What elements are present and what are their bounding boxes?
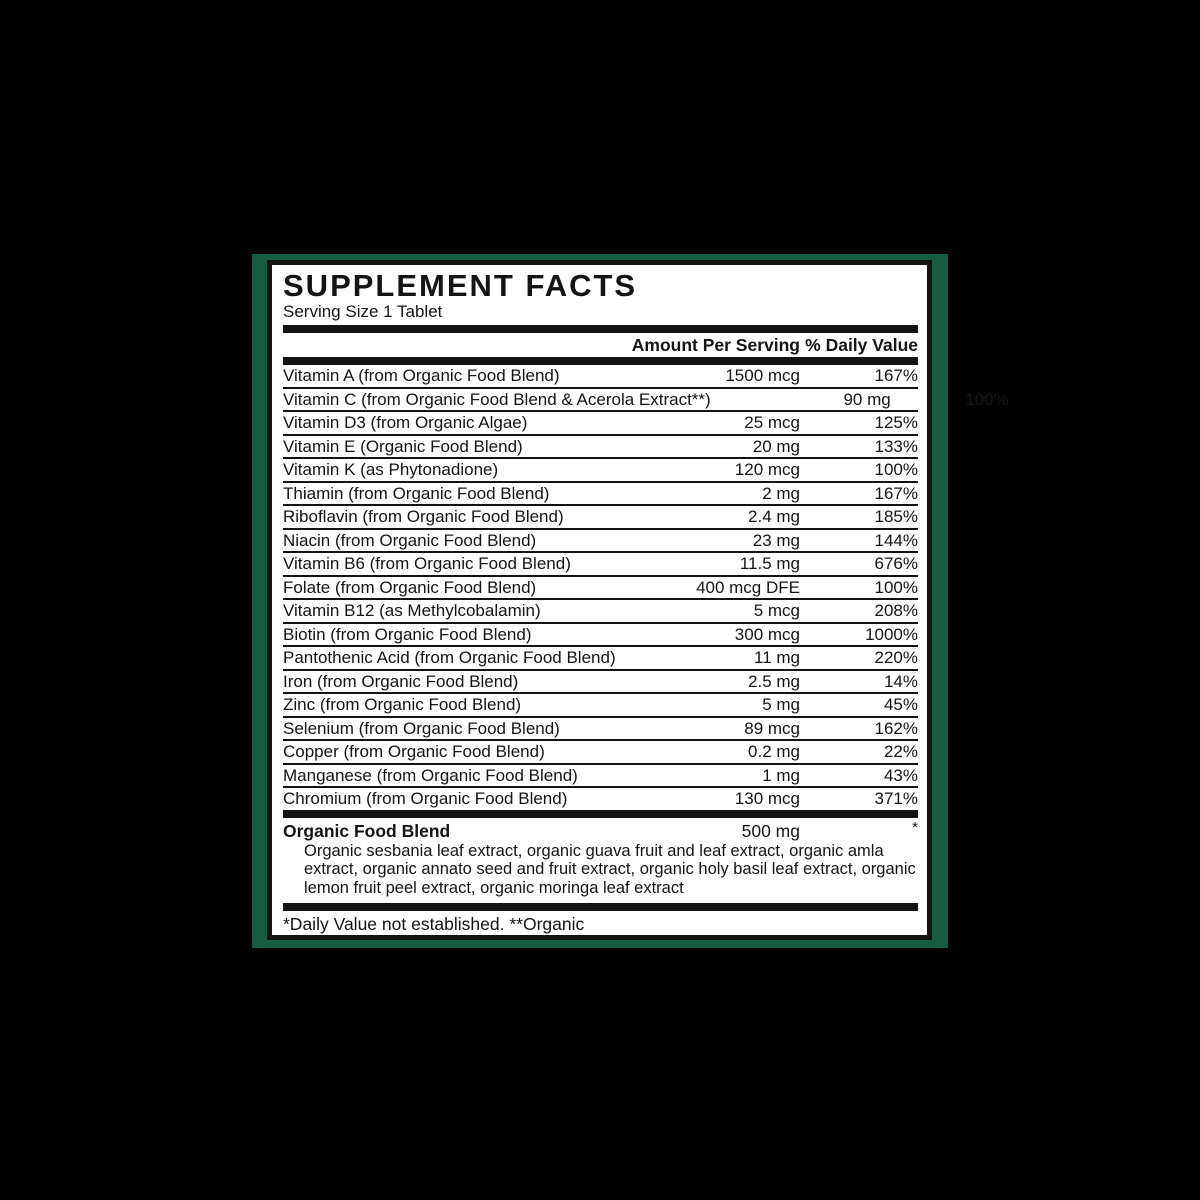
nutrient-amount: 0.2 mg	[748, 742, 800, 761]
nutrient-name: Riboflavin (from Organic Food Blend)	[283, 507, 564, 526]
divider-bar-thick	[283, 325, 918, 333]
column-header-amount: Amount Per Serving	[631, 335, 800, 355]
nutrient-daily-value: 144%	[874, 530, 918, 550]
nutrient-name: Copper (from Organic Food Blend)	[283, 742, 545, 761]
nutrient-row	[283, 481, 918, 505]
nutrient-daily-value: 43%	[883, 765, 918, 785]
nutrient-row	[283, 434, 918, 458]
nutrient-daily-value: 185%	[874, 507, 918, 526]
nutrient-name: Vitamin K (as Phytonadione)	[283, 460, 499, 479]
nutrient-amount: 2.5 mg	[748, 671, 800, 691]
nutrient-row	[283, 365, 918, 387]
nutrient-name: Vitamin D3 (from Organic Algae)	[283, 413, 528, 432]
nutrient-daily-value: 45%	[883, 695, 918, 714]
nutrient-daily-value: 125%	[874, 413, 918, 432]
nutrient-daily-value: 100%	[965, 389, 1009, 409]
nutrient-row	[283, 739, 918, 763]
nutrient-name: Selenium (from Organic Food Blend)	[283, 718, 560, 738]
nutrient-name: Pantothenic Acid (from Organic Food Blend)	[283, 648, 616, 667]
nutrient-daily-value: 162%	[874, 718, 918, 738]
nutrient-row	[283, 387, 1009, 411]
nutrient-row	[283, 692, 918, 716]
label-green-frame	[252, 254, 1009, 948]
nutrient-row	[283, 528, 918, 552]
nutrient-name: Zinc (from Organic Food Blend)	[283, 695, 522, 714]
nutrient-daily-value: 167%	[874, 483, 918, 503]
nutrient-row	[283, 716, 918, 740]
nutrient-row	[283, 575, 918, 599]
panel-content	[272, 265, 1009, 935]
nutrient-amount: 23 mg	[752, 530, 800, 550]
nutrient-amount: 1 mg	[762, 765, 800, 785]
nutrient-row	[283, 598, 918, 622]
nutrient-name: Manganese (from Organic Food Blend)	[283, 765, 578, 785]
nutrient-amount: 25 mcg	[744, 413, 800, 432]
nutrient-amount: 90 mg	[843, 389, 891, 409]
divider-bar-thick	[283, 810, 918, 818]
nutrient-name: Chromium (from Organic Food Blend)	[283, 789, 568, 808]
nutrient-name: Vitamin A (from Organic Food Blend)	[283, 366, 560, 385]
nutrient-name: Folate (from Organic Food Blend)	[283, 577, 537, 597]
nutrient-name: Vitamin C (from Organic Food Blend & Acerola Extract**)	[283, 389, 711, 409]
nutrient-daily-value: 676%	[874, 554, 918, 573]
panel-title: SUPPLEMENT FACTS	[283, 268, 638, 303]
blend-amount: 500 mg	[741, 820, 800, 841]
nutrient-name: Thiamin (from Organic Food Blend)	[283, 483, 550, 503]
nutrient-row	[283, 645, 918, 669]
nutrient-amount: 130 mcg	[734, 789, 800, 808]
nutrient-amount: 5 mg	[762, 695, 800, 714]
nutrient-name: Vitamin B12 (as Methylcobalamin)	[283, 601, 541, 620]
nutrient-row	[283, 763, 918, 787]
daily-value-footnote: *Daily Value not established. **Organic	[283, 914, 585, 934]
nutrient-daily-value: 208%	[874, 601, 918, 620]
nutrient-daily-value: 1000%	[865, 624, 918, 644]
nutrient-amount: 89 mcg	[744, 718, 800, 738]
nutrient-daily-value: 100%	[874, 577, 918, 597]
serving-size: Serving Size 1 Tablet	[283, 302, 443, 321]
nutrient-amount: 300 mcg	[734, 624, 800, 644]
column-header-daily-value: % Daily Value	[805, 335, 918, 355]
nutrient-row	[283, 551, 918, 575]
nutrient-daily-value: 22%	[883, 742, 918, 761]
nutrient-row	[283, 457, 918, 481]
nutrient-name: Iron (from Organic Food Blend)	[283, 671, 519, 691]
nutrient-amount: 400 mcg DFE	[696, 577, 800, 597]
nutrient-amount: 1500 mcg	[725, 366, 800, 385]
nutrient-daily-value: 167%	[874, 366, 918, 385]
supplement-facts-panel	[267, 260, 1009, 940]
nutrient-name: Biotin (from Organic Food Blend)	[283, 624, 532, 644]
divider-bar-thick	[283, 357, 918, 365]
blend-name: Organic Food Blend	[283, 820, 451, 841]
nutrient-daily-value: 220%	[874, 648, 918, 667]
nutrient-row	[283, 786, 918, 810]
nutrient-amount: 5 mcg	[753, 601, 800, 620]
column-header-row	[283, 333, 918, 357]
nutrient-amount: 2.4 mg	[748, 507, 800, 526]
nutrient-daily-value: 100%	[874, 460, 918, 479]
blend-row	[283, 818, 918, 841]
nutrient-daily-value: 133%	[874, 436, 918, 456]
nutrient-row	[283, 504, 918, 528]
nutrient-amount: 11 mg	[754, 648, 800, 667]
nutrient-amount: 120 mcg	[734, 460, 800, 479]
nutrient-row	[283, 410, 918, 434]
nutrient-row	[283, 669, 918, 693]
nutrient-name: Vitamin E (Organic Food Blend)	[283, 436, 523, 456]
nutrient-name: Niacin (from Organic Food Blend)	[283, 530, 537, 550]
nutrient-rows	[283, 365, 1009, 810]
nutrient-name: Vitamin B6 (from Organic Food Blend)	[283, 554, 571, 573]
blend-description: Organic sesbania leaf extract, organic guava fruit and leaf extract, organic amla extract, organic annato seed and fruit extract, organic holy basil leaf extract, organic lemon fruit peel extract, organic moringa leaf extract	[304, 841, 916, 897]
blend-daily-value-asterisk: *	[912, 818, 918, 836]
nutrient-daily-value: 371%	[874, 789, 918, 808]
nutrient-row	[283, 622, 918, 646]
nutrient-amount: 11.5 mg	[739, 554, 800, 573]
nutrient-daily-value: 14%	[883, 671, 918, 691]
nutrient-amount: 20 mg	[752, 436, 800, 456]
nutrient-amount: 2 mg	[762, 483, 800, 503]
divider-bar-thick	[283, 903, 918, 911]
